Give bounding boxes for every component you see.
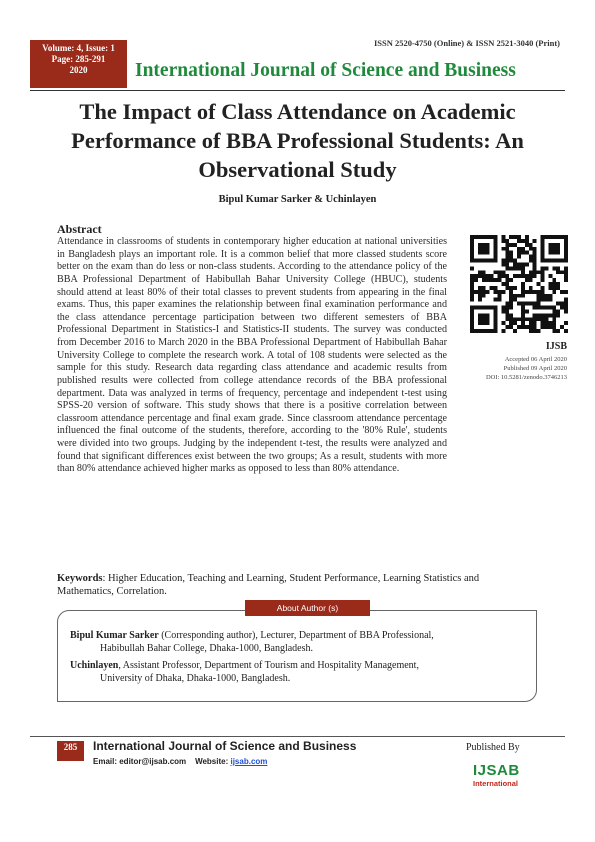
footer-journal-title: International Journal of Science and Business [93,739,357,753]
website-link[interactable]: ijsab.com [230,757,268,766]
ijsab-logo [473,763,527,788]
keywords-label: Keywords [57,573,103,584]
paper-title: The Impact of Class Attendance on Academic Performance of BBA Professional Students: An Observational Study [71,99,524,182]
author1-line2: Habibullah Bahar College, Dhaka-1000, Bangladesh. [100,642,313,654]
email-link[interactable]: editor@ijsab.com [119,757,187,766]
logo-text: IJSAB [473,762,520,779]
paper-authors: Bipul Kumar Sarker & Uchinlayen [218,194,377,205]
pages-text: Page: 285-291 [51,54,106,64]
author2-line1: , Assistant Professor, Department of Tourism and Hospitality Management, [118,660,419,671]
footer-divider [30,736,565,737]
about-author-box [57,610,537,702]
author1-name: Bipul Kumar Sarker [70,630,159,641]
logo-sub: International [473,779,519,788]
abstract-heading: Abstract [57,222,102,236]
published-by: Published By [466,742,520,753]
keywords-text: : Higher Education, Teaching and Learning, Student Performance, Learning Statistics and Mathematics, Correlation. [57,573,480,597]
website-label: Website: [195,757,231,766]
email-label: Email: [93,757,120,766]
issn-text: ISSN 2520-4750 (Online) & ISSN 2521-3040 (Print) [373,38,560,48]
accepted-date: Accepted 06 April 2020 [504,356,567,363]
keywords [57,572,527,598]
about-author-tab: About Author (s) [245,600,370,616]
doi-text[interactable]: DOI: 10.5281/zenodo.3746213 [485,374,567,381]
ijsb-label: IJSB [545,341,567,352]
volume-text: Volume: 4, Issue: 1 [42,43,115,53]
year-text: 2020 [69,65,88,75]
volume-badge [30,40,127,88]
abstract-body: Attendance in classrooms of students in contemporary higher education at national universities in Bangladesh plays an important role. It is a common belief that more classed students score better on the exam than do less or non-class students. According to the attendance policy of the BBA Professional Department of Habibullah Bahar University College (HBUC), students should attend at least 80% of their total classes to prevent students from appearing in the final exams. Thus, this paper examines the relationship between final examination performance and the class attendance percentage participation between two different semesters of BBA Professional Department in Statistics-I and Statistics-II students. The survey was conducted from December 2016 to March 2020 in the BBA Professional Department of Habibullah Bahar University College to complete the research work. A total of 108 students were selected as the sample for this study. Research data regarding class attendance and academic results from published results were collected from college attendance records of the BBA professional department. Data was analyzed in terms of frequency, percentage and independent t-test using SPSS-20 version of software. This study shows that there is a positive correlation between classroom attendance percentage and final exam grade. Since classroom attendance percentage influenced the final outcome of the students, therefore, according to the '80% Rule', students were divided into two groups. Judging by the independent t-test, the results were analyzed and found that significant differences exist between the two groups; As a result, students with more than 80% attendance achieved higher marks as opposed to less than 80% attendance. [57,236,447,475]
footer-contact [93,757,267,766]
author-entry-1 [70,630,530,655]
author2-name: Uchinlayen [70,660,119,671]
header-divider [30,90,565,91]
journal-title: International Journal of Science and Business [135,60,516,81]
author-entry-2 [70,660,530,685]
published-date: Published 09 April 2020 [503,365,567,372]
author2-line2: University of Dhaka, Dhaka-1000, Bangladesh. [100,672,291,684]
author1-line1: (Corresponding author), Lecturer, Department of BBA Professional, [158,630,434,641]
qr-code-icon[interactable] [470,235,568,333]
page-number: 285 [57,741,84,761]
